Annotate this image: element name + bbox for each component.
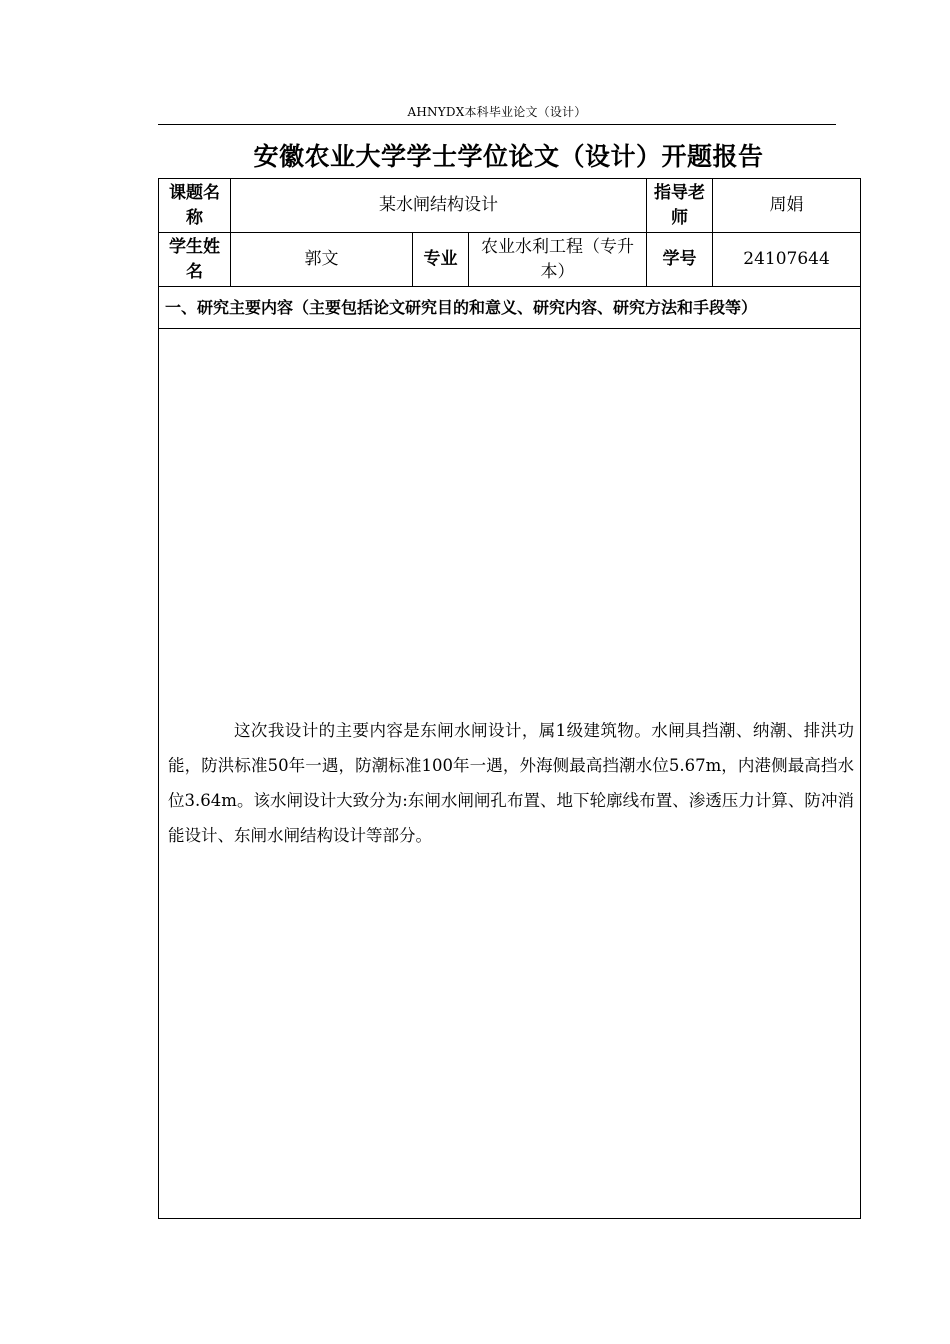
header-rule [158,124,836,125]
section-content-cell [159,329,861,1219]
topic-value: 某水闸结构设计 [231,179,647,233]
student-label: 学生姓名 [159,233,231,287]
advisor-label: 指导老师 [647,179,713,233]
major-value: 农业水利工程（专升本） [469,233,647,287]
student-value: 郭文 [231,233,413,287]
student-id-value: 24107644 [713,233,861,287]
student-row [159,233,861,287]
proposal-form-table [158,178,861,1219]
section-heading: 一、研究主要内容（主要包括论文研究目的和意义、研究内容、研究方法和手段等） [159,287,861,329]
student-id-label: 学号 [647,233,713,287]
advisor-value: 周娟 [713,179,861,233]
topic-label: 课题名称 [159,179,231,233]
running-header: AHNYDX本科毕业论文（设计） [407,105,587,119]
major-label: 专业 [413,233,469,287]
section-paragraph: 这次我设计的主要内容是东闸水闸设计，属1级建筑物。水闸具挡潮、纳潮、排洪功能，防洪标准50年一遇，防潮标准100年一遇，外海侧最高挡潮水位5.67m，内港侧最高挡水位3.64m。该水闸设计大致分为:东闸水闸闸孔布置、地下轮廓线布置、渗透压力计算、防冲消能设计、东闸水闸结构设计等部分。 [168,721,854,845]
section-heading-row [159,287,861,329]
section-content-row [159,329,861,1219]
page-title: 安徽农业大学学士学位论文（设计）开题报告 [253,142,764,171]
topic-row [159,179,861,233]
